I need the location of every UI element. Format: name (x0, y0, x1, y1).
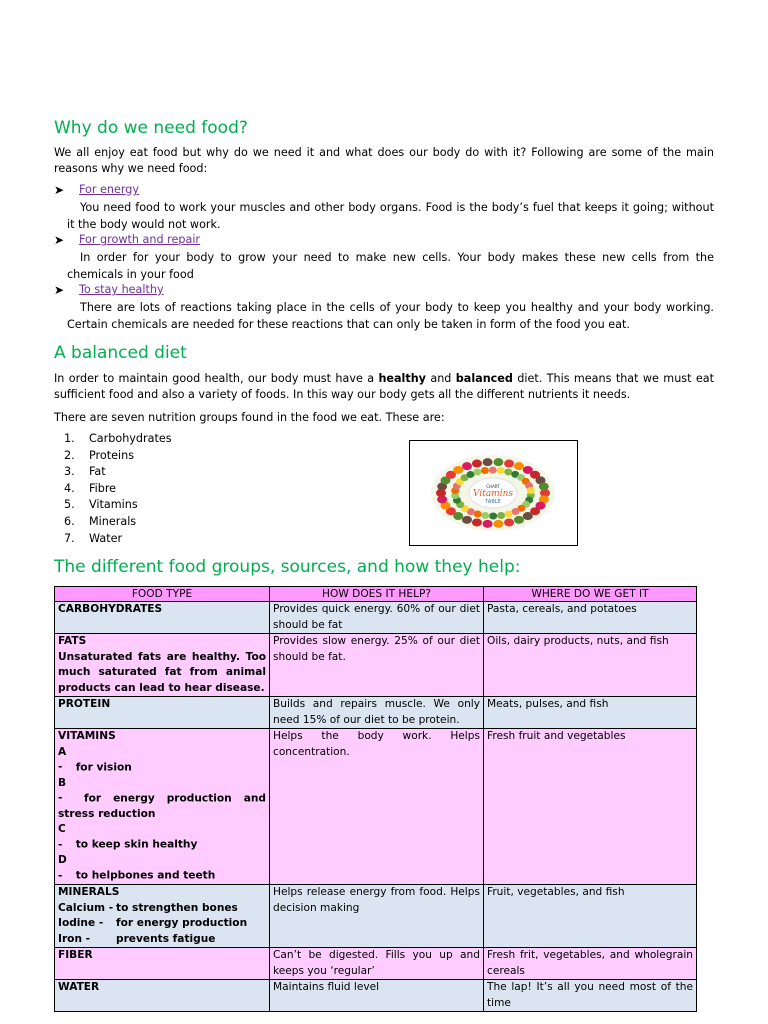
arrow-bullet-icon: ➤ (54, 183, 65, 197)
table-row (55, 729, 697, 885)
list-item: 1. Carbohydrates (64, 432, 172, 445)
help-cell: Helps the body work. Helps concentration. (270, 729, 484, 885)
list-item: 3. Fat (64, 465, 106, 479)
source-cell: Fruit, vegetables, and fish (484, 885, 697, 948)
column-header: WHERE DO WE GET IT (484, 587, 697, 602)
list-item: 4. Fibre (64, 481, 117, 495)
table-row (55, 948, 697, 980)
image-caption-top: CHART (486, 484, 500, 489)
source-cell: Fresh fruit and vegetables (484, 729, 697, 885)
image-caption-main: Vitamins (472, 489, 514, 499)
source-cell: Meats, pulses, and fish (484, 697, 697, 729)
table-row (55, 697, 697, 729)
food-type-cell: VITAMINS A - for vision B - for energy production and stress reduction C - to keep skin healthy D - to helpbones and teeth (55, 729, 270, 885)
list-item: 2. Proteins (64, 448, 135, 462)
heading-food-groups: The different food groups, sources, and how they help: (54, 557, 521, 577)
food-type-cell: MINERALS Calcium - to strengthen bones Iodine - for energy production Iron - prevents fatigue (55, 885, 270, 948)
reason-title-link[interactable]: For energy (79, 183, 140, 196)
table-row (55, 634, 697, 697)
groups-intro: There are seven nutrition groups found in the food we eat. These are: (54, 411, 445, 424)
intro-paragraph: We all enjoy eat food but why do we need it and what does our body do with it? Following are some of the main reasons why we need food: (54, 146, 714, 175)
food-type-cell: WATER (55, 980, 270, 1012)
arrow-bullet-icon: ➤ (54, 233, 65, 247)
reason-text: You need food to work your muscles and other body organs. Food is the body’s fuel that keeps it going; without it the body would not work. (67, 201, 714, 231)
heading-balanced-diet: A balanced diet (54, 343, 187, 363)
table-row (55, 885, 697, 948)
food-type-cell: FATS Unsaturated fats are healthy. Too much saturated fat from animal products can lead to hear disease. (55, 634, 270, 697)
column-header: HOW DOES IT HELP? (270, 587, 484, 602)
reason-title-link[interactable]: To stay healthy (79, 283, 164, 296)
list-item: 6. Minerals (64, 514, 137, 528)
reason-title-link[interactable]: For growth and repair (79, 233, 201, 246)
food-type-cell: FIBER (55, 948, 270, 980)
heading-why-food: Why do we need food? (54, 118, 248, 138)
list-item: 5. Vitamins (64, 498, 138, 512)
list-item: 7. Water (64, 531, 123, 545)
food-groups-table (54, 586, 697, 1012)
vitamin-food-wheel-icon (410, 441, 577, 545)
table-row (55, 602, 697, 634)
source-cell: Fresh frit, vegetables, and wholegrain cereals (484, 948, 697, 980)
vitamins-chart-image (409, 440, 578, 546)
reason-text: There are lots of reactions taking place in the cells of your body to keep you healthy and your body working. Certain chemicals are needed for these reactions that can only be taken in form of the food you eat. (67, 301, 714, 331)
column-header: FOOD TYPE (55, 587, 270, 602)
nutrition-groups-list (54, 431, 172, 547)
source-cell: The lap! It’s all you need most of the time (484, 980, 697, 1012)
help-cell: Maintains fluid level (270, 980, 484, 1012)
help-cell: Helps release energy from food. Helps decision making (270, 885, 484, 948)
balanced-paragraph: In order to maintain good health, our body must have a healthy and balanced diet. This means that we must eat sufficient food and also a variety of foods. In this way our body gets all the different nutrients it needs. (54, 372, 714, 401)
food-type-cell: CARBOHYDRATES (55, 602, 270, 634)
help-cell: Provides quick energy. 60% of our diet should be fat (270, 602, 484, 634)
image-caption-bottom: TABLE (485, 499, 501, 505)
table-header-row (55, 587, 697, 602)
reason-text: In order for your body to grow your need to make new cells. Your body makes these new cells from the chemicals in your food (67, 251, 714, 281)
table-row (55, 980, 697, 1012)
food-type-cell: PROTEIN (55, 697, 270, 729)
help-cell: Provides slow energy. 25% of our diet should be fat. (270, 634, 484, 697)
arrow-bullet-icon: ➤ (54, 283, 65, 297)
help-cell: Can’t be digested. Fills you up and keeps you ‘regular’ (270, 948, 484, 980)
source-cell: Pasta, cereals, and potatoes (484, 602, 697, 634)
help-cell: Builds and repairs muscle. We only need 15% of our diet to be protein. (270, 697, 484, 729)
source-cell: Oils, dairy products, nuts, and fish (484, 634, 697, 697)
